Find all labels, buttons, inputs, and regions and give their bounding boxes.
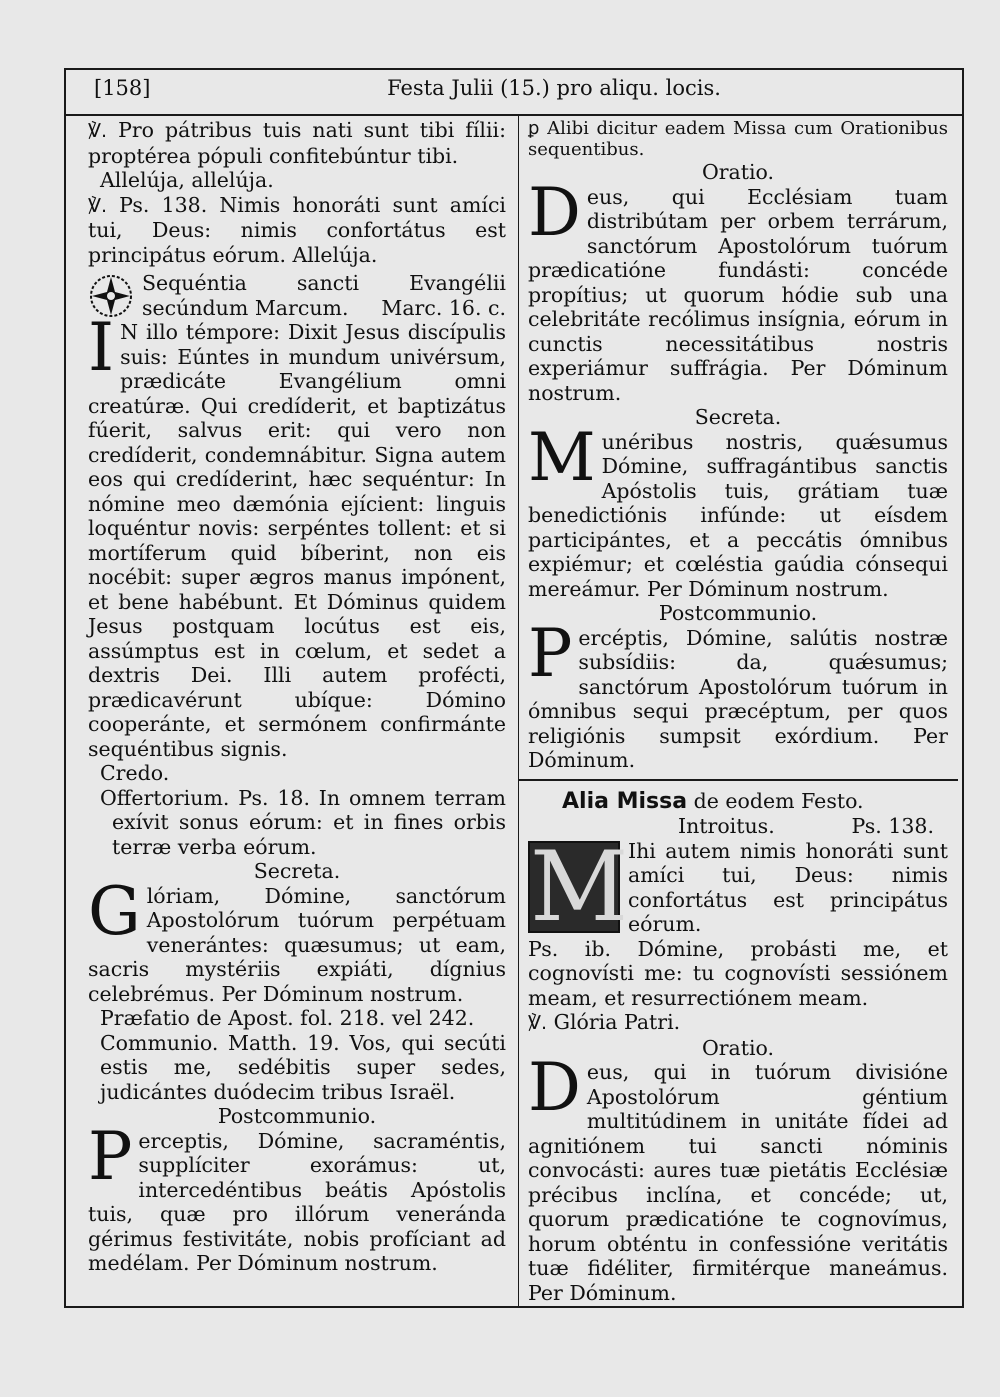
alia-missa-heading: Alia Missa de eodem Festo. [562,788,864,814]
versicle-icon: ℣. [88,194,108,217]
illuminated-initial-icon: M [530,830,629,943]
running-head [66,70,962,116]
oratio2-text: D eus, qui in tuórum divisióne Apostolórum géntium multitúdinem in unitáte fídei ad agnitiónem tui sancti nóminis convocásti: aures tuæ pietátis Ecclésiæ précibus inclína, et concéde; ut, quorum prædicatióne te cognovímus, horum obténtu in confessióne veritátis tuæ fidéliter, firmitérque maneámus. Per Dóminum. [528,1049,948,1305]
drop-cap: D [528,1049,581,1126]
page-frame [64,68,964,1308]
rubric-mark-icon: ꝑ [528,118,540,139]
introitus-psalm: Ps. ib. Dómine, probásti me, et cognovísti me: tu cognovísti sessiónem meam, et resurrectiónem meam. [528,936,948,1010]
page-number: [158] [94,76,151,100]
secreta-text: G lóriam, Dómine, sanctórum Apostolórum tuórum perpétuam venerántes: quæsumus; ut eam, sacris mystériis expiáti, dígnius celebrémus. Per Dóminum nostrum. [88,872,506,1006]
gospel-intro: Sequéntia sancti Evangélii secúndum Marcum. Marc. 16. c. [142,271,506,320]
versicle-2: ℣. Ps. 138. Nimis honoráti sunt amíci tui, Deus: nimis confortátus est principátus eórum. Allelúja. [88,192,506,267]
gospel-heading [88,271,506,320]
secreta-title: Secreta. [694,405,782,429]
introitus-heading: Introitus. Ps. 138. [678,814,934,838]
secreta-text: M unéribus nostris, quǽsumus Dómine, suffragántibus sanctis Apóstolis tuis, grátiam tuæ benedictiónis infúnde: ut eísdem participántes, et a peccátis ómnibus expiémur; et cœléstia gaúdia cónsequi mereámur. Per Dóminum nostrum. [528,418,948,601]
praefatio: Præfatio de Apost. fol. 218. vel 242. [100,1006,475,1030]
section-rule [518,779,958,781]
alleluia: Allelúja, allelúja. [100,168,274,192]
cross-ornament-icon [88,273,134,319]
gloria: ℣. Glória Patri. [528,1010,681,1034]
introitus-text: M Ihi autem nimis honoráti sunt amíci tui, Deus: nimis confortátus est principátus eórum. Ps. ib. Dómine, probásti me, et cognovísti me: tu cognovísti sessiónem meam, et resurrectiónem meam. [528,830,948,1010]
postcommunio-title: Postcommunio. [217,1104,377,1128]
offertorium: Offertorium. Ps. 18. In omnem terram exívit sonus eórum: et in fines orbis terræ verba eórum. [100,785,506,859]
communio: Communio. Matth. 19. Vos, qui secúti estis me, sedébitis super sedes, judicántes duódecim tribus Israël. [100,1030,506,1104]
drop-cap: G [88,872,141,950]
column-divider [518,114,519,1306]
oratio2-title: Oratio. [701,1035,775,1060]
postcommunio-title: Postcommunio. [658,601,818,625]
versicle-1: ℣. Pro pátribus tuis nati sunt tibi fílii: proptérea pópuli confitebúntur tibi. [88,118,506,168]
rubric: ꝑ Alibi dicitur eadem Missa cum Orationibus sequentibus. [528,118,948,160]
running-title: Festa Julii (15.) pro aliqu. locis. [387,76,721,100]
secreta-title: Secreta. [253,859,341,883]
drop-cap: D [528,173,581,251]
gospel-text: I N illo témpore: Dixit Jesus discípulis suis: Eúntes in mundum univérsum, prædicáte Evangélium omni creatúræ. Qui credíderit, et baptizátus fúerit, salvus erit: qui vero non credíderit, condemnábitur. Signa autem eos qui credíderint, hæc sequéntur: In nómine meo dæmónia ejícient: linguis loquéntur novis: serpéntes tollent: et si mortíferum quid bíberint, non eis nocébit: super ægros manus impónent, et bene habébunt. Et Dóminus quidem Jesus postquam locútus est eis, assúmptus est in cœlum, et sedet a dextris Dei. Illi autem profécti, prædicavérunt ubíque: Dómino cooperánte, et sermónem confirmánte sequéntibus signis. [88,309,506,761]
versicle-icon: ℣. [88,120,108,142]
drop-cap: M [528,418,596,496]
oratio-title: Oratio. [701,160,775,184]
left-column [88,118,506,1276]
drop-cap: I [88,309,115,386]
drop-cap: P [88,1117,133,1195]
postcommunio-text: P erceptis, Dómine, sacraméntis, supplíciter exorámus: ut, intercedéntibus beátis Apóstolis tuis, quæ pro illórum veneránda gérimus festivitáte, nobis profíciant ad medélam. Per Dóminum nostrum. [88,1117,506,1275]
drop-cap: P [528,614,573,692]
postcommunio-text: P ercéptis, Dómine, salútis nostræ subsídiis: da, quǽsumus; sanctórum Apostolórum tuórum in ómnibus sequi præcéptum, per quos religiónis sumpsit exórdium. Per Dóminum. [528,614,948,772]
credo: Credo. [100,761,170,785]
oratio-text: D eus, qui Ecclésiam tuam distribútam per orbem terrárum, sanctórum Apostolórum tuórum prædicatióne fundásti: concéde propítius; ut quorum hódie sub una celebritáte recólimus insígnia, eórum in cunctis necessitátibus nostris experiámur suffrágia. Per Dóminum nostrum. [528,173,948,405]
right-column [528,118,948,1305]
gospel-ref: Marc. 16. c. [381,295,506,320]
versicle-icon: ℣. [528,1012,548,1034]
